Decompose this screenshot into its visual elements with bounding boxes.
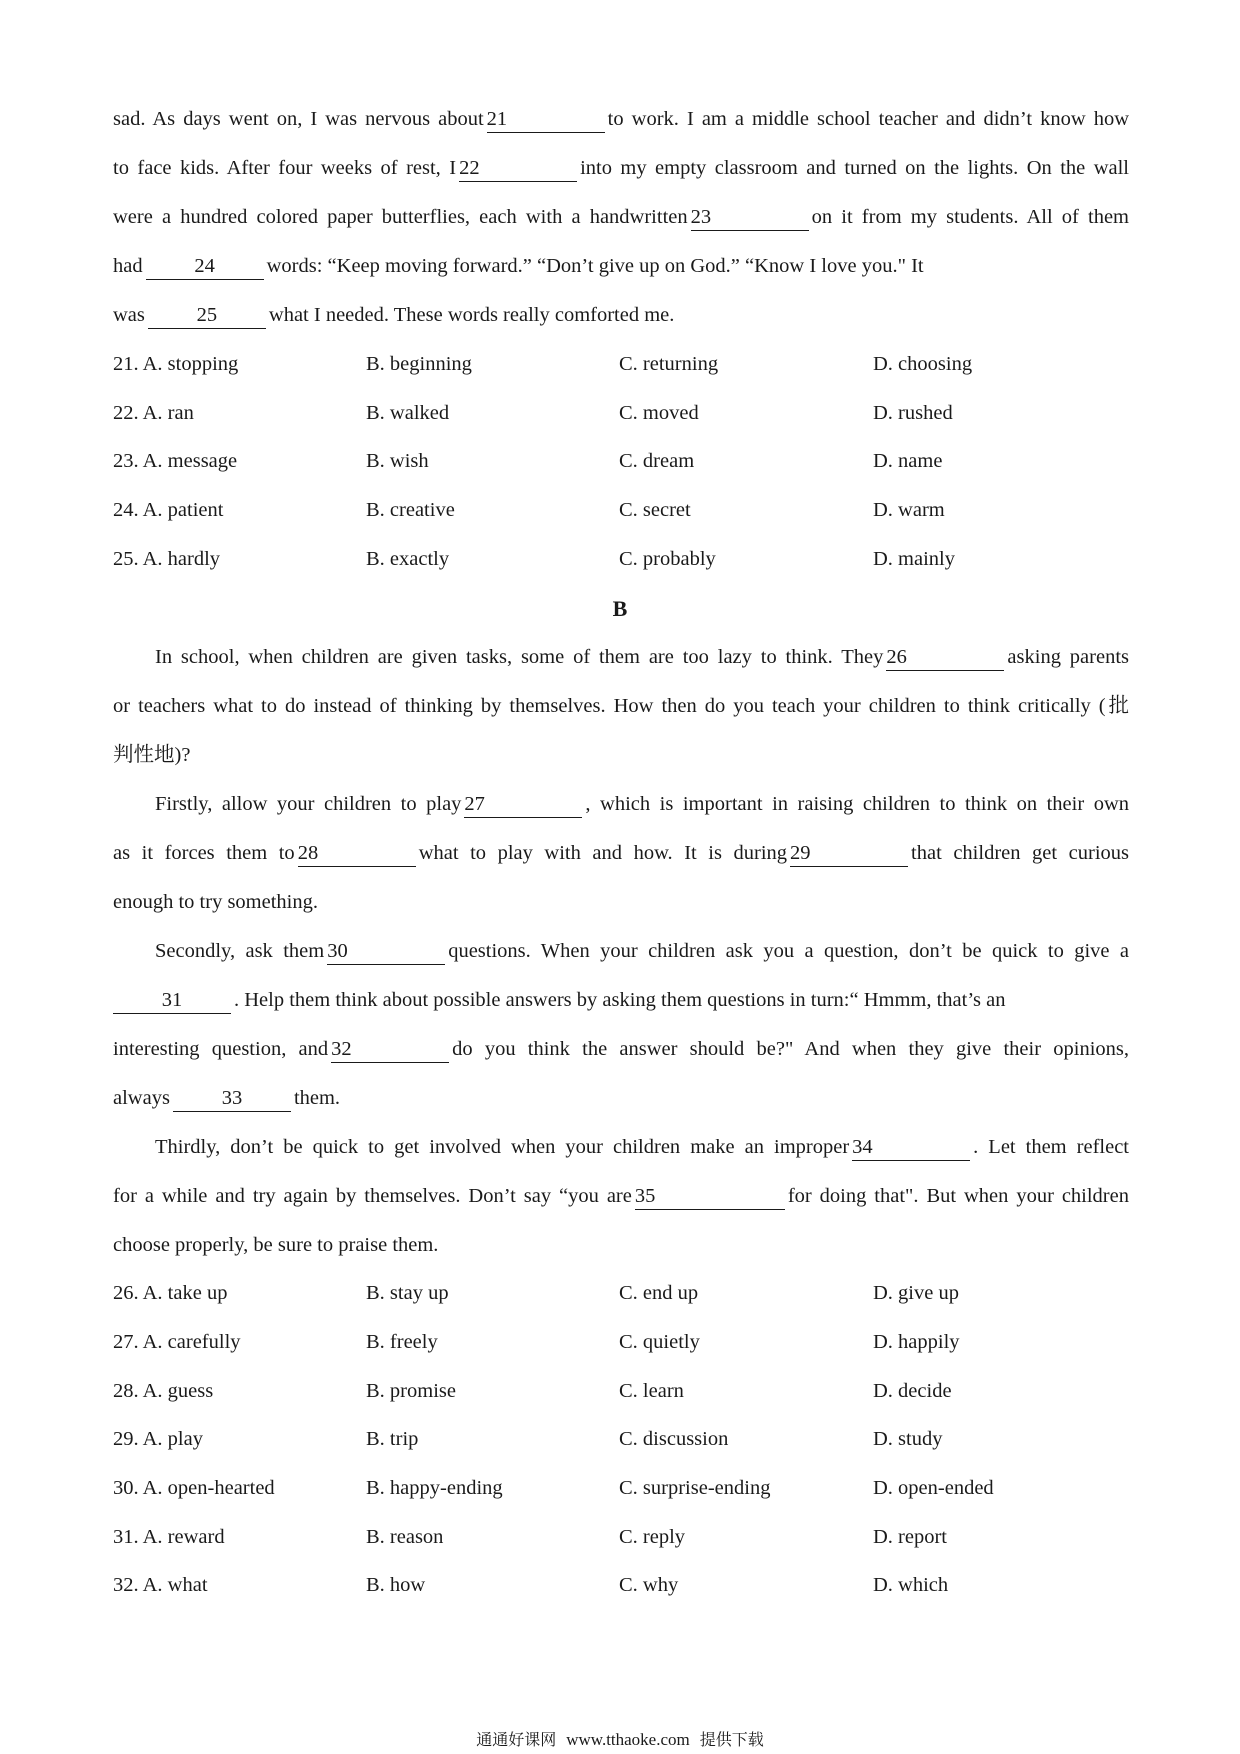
passage-text: to face kids. After four weeks of rest, I <box>113 157 457 179</box>
option-b[interactable]: B. trip <box>366 1428 419 1450</box>
option-d[interactable]: D. study <box>873 1428 943 1450</box>
passage-text: questions. When your children ask you a question, don’t be quick to give a <box>448 940 1130 962</box>
passage-text: into my empty classroom and turned on the lights. On the wall <box>580 157 1130 179</box>
passage-text: as it forces them to <box>113 842 295 864</box>
blank-34[interactable]: 34 <box>852 1135 970 1161</box>
passage-text: were a hundred colored paper butterflies, each with a handwritten <box>113 206 688 228</box>
blank-21[interactable]: 21 <box>487 107 605 133</box>
option-b[interactable]: B. how <box>366 1574 426 1596</box>
option-d[interactable]: D. mainly <box>873 548 955 570</box>
blank-26[interactable]: 26 <box>886 645 1004 671</box>
option-a[interactable]: 30. A. open-hearted <box>113 1477 275 1499</box>
blank-35[interactable]: 35 <box>635 1184 785 1210</box>
passage-text: what I needed. These words really comforted me. <box>268 304 675 326</box>
option-c[interactable]: C. why <box>619 1574 679 1596</box>
option-c[interactable]: C. moved <box>619 402 699 424</box>
blank-24[interactable]: 24 <box>146 254 264 280</box>
passage-text: In school, when children are given tasks, some of them are too lazy to think. They <box>155 646 884 668</box>
option-d[interactable]: D. name <box>873 450 943 472</box>
passage-text: asking parents <box>1007 646 1129 668</box>
passage-text: . Help them think about possible answers by asking them questions in turn:“ Hmmm, that’s an <box>234 989 1006 1011</box>
option-a[interactable]: 31. A. reward <box>113 1526 225 1548</box>
passage-text: choose properly, be sure to praise them. <box>113 1234 439 1256</box>
option-b[interactable]: B. stay up <box>366 1282 449 1304</box>
question-row-27 <box>113 1318 1129 1367</box>
blank-22[interactable]: 22 <box>459 156 577 182</box>
passage-line <box>113 1025 1129 1074</box>
passage-text: for a while and try again by themselves. Don’t say “you are <box>113 1185 632 1207</box>
passage-text: interesting question, and <box>113 1038 329 1060</box>
option-c[interactable]: C. secret <box>619 499 691 521</box>
passage-text: do you think the answer should be?" And when they give their opinions, <box>452 1038 1129 1060</box>
passage-text: words: “Keep moving forward.” “Don’t give up on God.” “Know I love you." It <box>266 255 924 277</box>
question-row-21 <box>113 340 1129 389</box>
blank-29[interactable]: 29 <box>790 841 908 867</box>
blank-32[interactable]: 32 <box>331 1037 449 1063</box>
passage-line <box>113 1221 1129 1270</box>
option-b[interactable]: B. reason <box>366 1526 444 1548</box>
passage-text: for doing that". But when your children <box>787 1185 1129 1207</box>
option-d[interactable]: D. happily <box>873 1331 960 1353</box>
page-footer <box>0 1726 1240 1754</box>
option-d[interactable]: D. choosing <box>873 353 973 375</box>
question-row-29 <box>113 1415 1129 1464</box>
passage-line <box>113 193 1129 242</box>
question-row-30 <box>113 1464 1129 1513</box>
option-a[interactable]: 23. A. message <box>113 450 238 472</box>
option-d[interactable]: D. decide <box>873 1380 952 1402</box>
blank-28[interactable]: 28 <box>298 841 416 867</box>
footer-url-link[interactable]: www.tthaoke.com <box>566 1730 690 1749</box>
option-d[interactable]: D. warm <box>873 499 945 521</box>
option-c[interactable]: C. quietly <box>619 1331 700 1353</box>
option-a[interactable]: 29. A. play <box>113 1428 203 1450</box>
passage-text: was <box>113 304 145 326</box>
question-row-23 <box>113 437 1129 486</box>
option-c[interactable]: C. surprise-ending <box>619 1477 771 1499</box>
passage-text: that children get curious <box>911 842 1129 864</box>
option-c[interactable]: C. returning <box>619 353 719 375</box>
passage-text: . Let them reflect <box>973 1136 1129 1158</box>
passage-line <box>113 682 1129 731</box>
option-c[interactable]: C. dream <box>619 450 695 472</box>
passage-line <box>113 1074 1129 1123</box>
option-d[interactable]: D. open-ended <box>873 1477 994 1499</box>
passage-text: Secondly, ask them <box>155 940 325 962</box>
option-b[interactable]: B. exactly <box>366 548 450 570</box>
passage-line <box>113 95 1129 144</box>
option-c[interactable]: C. learn <box>619 1380 684 1402</box>
question-row-24 <box>113 486 1129 535</box>
blank-33[interactable]: 33 <box>173 1086 291 1112</box>
passage-line <box>113 731 1129 780</box>
question-row-25 <box>113 535 1129 584</box>
passage-line <box>113 1123 1129 1172</box>
option-a[interactable]: 21. A. stopping <box>113 353 239 375</box>
passage-line <box>113 291 1129 340</box>
blank-30[interactable]: 30 <box>327 939 445 965</box>
option-a[interactable]: 27. A. carefully <box>113 1331 241 1353</box>
option-d[interactable]: D. give up <box>873 1282 959 1304</box>
question-row-22 <box>113 389 1129 438</box>
passage-text: on it from my students. All of them <box>811 206 1130 228</box>
option-c[interactable]: C. discussion <box>619 1428 729 1450</box>
question-row-28 <box>113 1367 1129 1416</box>
question-row-31 <box>113 1513 1129 1562</box>
option-d[interactable]: D. which <box>873 1574 949 1596</box>
passage-text: to work. I am a middle school teacher and didn’t know how <box>607 108 1130 130</box>
passage-line <box>113 633 1129 682</box>
option-b[interactable]: B. promise <box>366 1380 456 1402</box>
option-a[interactable]: 28. A. guess <box>113 1380 214 1402</box>
option-d[interactable]: D. rushed <box>873 402 953 424</box>
passage-line <box>113 1172 1129 1221</box>
passage-text: , which is important in raising children to think on their own <box>585 793 1129 815</box>
passage-text: enough to try something. <box>113 891 318 913</box>
option-a[interactable]: 32. A. what <box>113 1574 208 1596</box>
passage-line <box>113 780 1129 829</box>
passage-text: them. <box>293 1087 341 1109</box>
passage-line <box>113 976 1129 1025</box>
passage-text: 判性地)? <box>113 744 191 766</box>
passage-text: Firstly, allow your children to play <box>155 793 462 815</box>
blank-23[interactable]: 23 <box>691 205 809 231</box>
option-c[interactable]: C. end up <box>619 1282 699 1304</box>
footer-note: 提供下载 <box>699 1730 764 1749</box>
passage-line <box>113 242 1129 291</box>
option-d[interactable]: D. report <box>873 1526 948 1548</box>
section-heading: B <box>612 596 628 621</box>
question-row-32 <box>113 1561 1129 1610</box>
passage-text: sad. As days went on, I was nervous about <box>113 108 484 130</box>
option-a[interactable]: 26. A. take up <box>113 1282 228 1304</box>
blank-25[interactable]: 25 <box>148 303 266 329</box>
option-a[interactable]: 25. A. hardly <box>113 548 221 570</box>
passage-line <box>113 927 1129 976</box>
option-a[interactable]: 24. A. patient <box>113 499 224 521</box>
blank-31[interactable]: 31 <box>113 988 231 1014</box>
option-b[interactable]: B. wish <box>366 450 429 472</box>
passage-line <box>113 144 1129 193</box>
option-c[interactable]: C. reply <box>619 1526 686 1548</box>
passage-line <box>113 829 1129 878</box>
passage-line <box>113 878 1129 927</box>
passage-text: or teachers what to do instead of thinking by themselves. How then do you teach your children to think critically (批 <box>113 695 1129 717</box>
option-b[interactable]: B. walked <box>366 402 450 424</box>
question-row-26 <box>113 1269 1129 1318</box>
option-b[interactable]: B. creative <box>366 499 455 521</box>
passage-text: had <box>113 255 143 277</box>
passage-text: Thirdly, don’t be quick to get involved when your children make an improper <box>155 1136 850 1158</box>
blank-27[interactable]: 27 <box>464 792 582 818</box>
option-c[interactable]: C. probably <box>619 548 716 570</box>
option-a[interactable]: 22. A. ran <box>113 402 194 424</box>
passage-text: what to play with and how. It is during <box>418 842 788 864</box>
option-b[interactable]: B. beginning <box>366 353 472 375</box>
option-b[interactable]: B. happy-ending <box>366 1477 503 1499</box>
passage-text: always <box>113 1087 170 1109</box>
footer-site-name: 通通好课网 <box>476 1730 557 1749</box>
option-b[interactable]: B. freely <box>366 1331 438 1353</box>
